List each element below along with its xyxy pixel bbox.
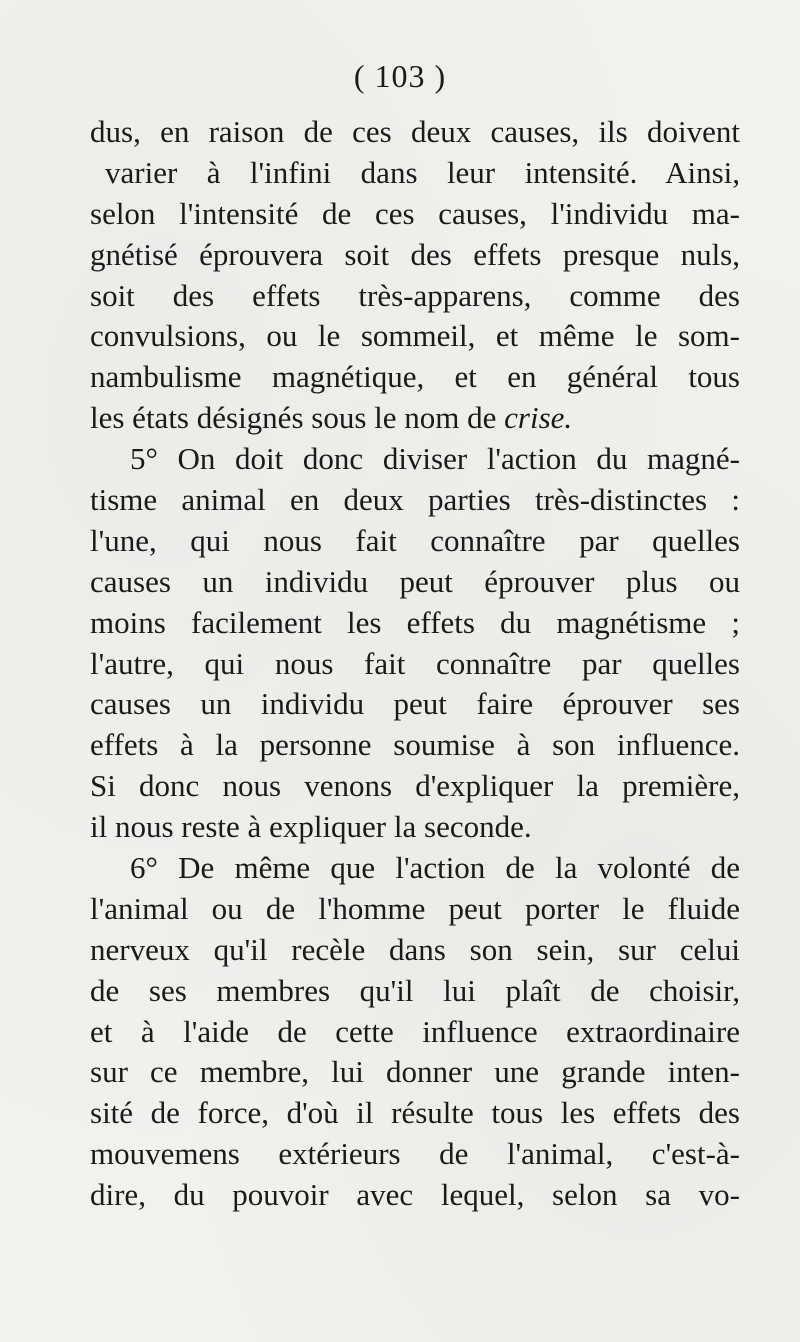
text-line: et à l'aide de cette influence extraordinaire [90,1013,740,1049]
italic-term: crise. [504,400,573,436]
text-line: l'animal ou de l'homme peut porter le fluide [90,890,740,926]
page-number: ( 103 ) [353,58,447,94]
text-line: selon l'intensité de ces causes, l'individu ma- [90,195,740,231]
text-line: moins facilement les effets du magnétisme ; [90,604,740,640]
text-line: Si donc nous venons d'expliquer la première, [90,768,740,804]
text-line: il nous reste à expliquer la seconde. [90,809,532,845]
text-line: de ses membres qu'il lui plaît de choisir, [90,972,740,1008]
text-line: sur ce membre, lui donner une grande inten- [90,1054,740,1090]
text-line: mouvemens extérieurs de l'animal, c'est-à- [90,1136,740,1172]
text-line: gnétisé éprouvera soit des effets presque nuls, [90,236,740,272]
text-line: l'une, qui nous fait connaître par quelles [90,522,740,558]
text-line: causes un individu peut faire éprouver ses [90,686,740,722]
text-line: nerveux qu'il recèle dans son sein, sur celui [90,931,740,967]
text-line: dire, du pouvoir avec lequel, selon sa vo- [90,1177,740,1213]
paragraph-start-5: 5° On doit donc diviser l'action du magné- [130,441,740,477]
text-line: soit des effets très-apparens, comme des [90,277,740,313]
paragraph-start-6: 6° De même que l'action de la volonté de [130,850,740,886]
text-line: sité de force, d'où il résulte tous les effets des [90,1095,740,1131]
text-line: varier à l'infini dans leur intensité. Ainsi, [105,154,740,190]
body-text [90,112,740,1216]
text-line: l'autre, qui nous fait connaître par quelles [90,645,740,681]
text-line: causes un individu peut éprouver plus ou [90,563,740,599]
text-line: nambulisme magnétique, et en général tous [90,359,740,395]
text-line [90,398,740,439]
text-line: convulsions, ou le sommeil, et même le som- [90,318,740,354]
text-line: tisme animal en deux parties très-distinctes : [90,482,740,518]
text-line: dus, en raison de ces deux causes, ils doivent [90,114,740,149]
text-line: effets à la personne soumise à son influence. [90,727,740,763]
text-line-content: les états désignés sous le nom de [90,400,497,436]
